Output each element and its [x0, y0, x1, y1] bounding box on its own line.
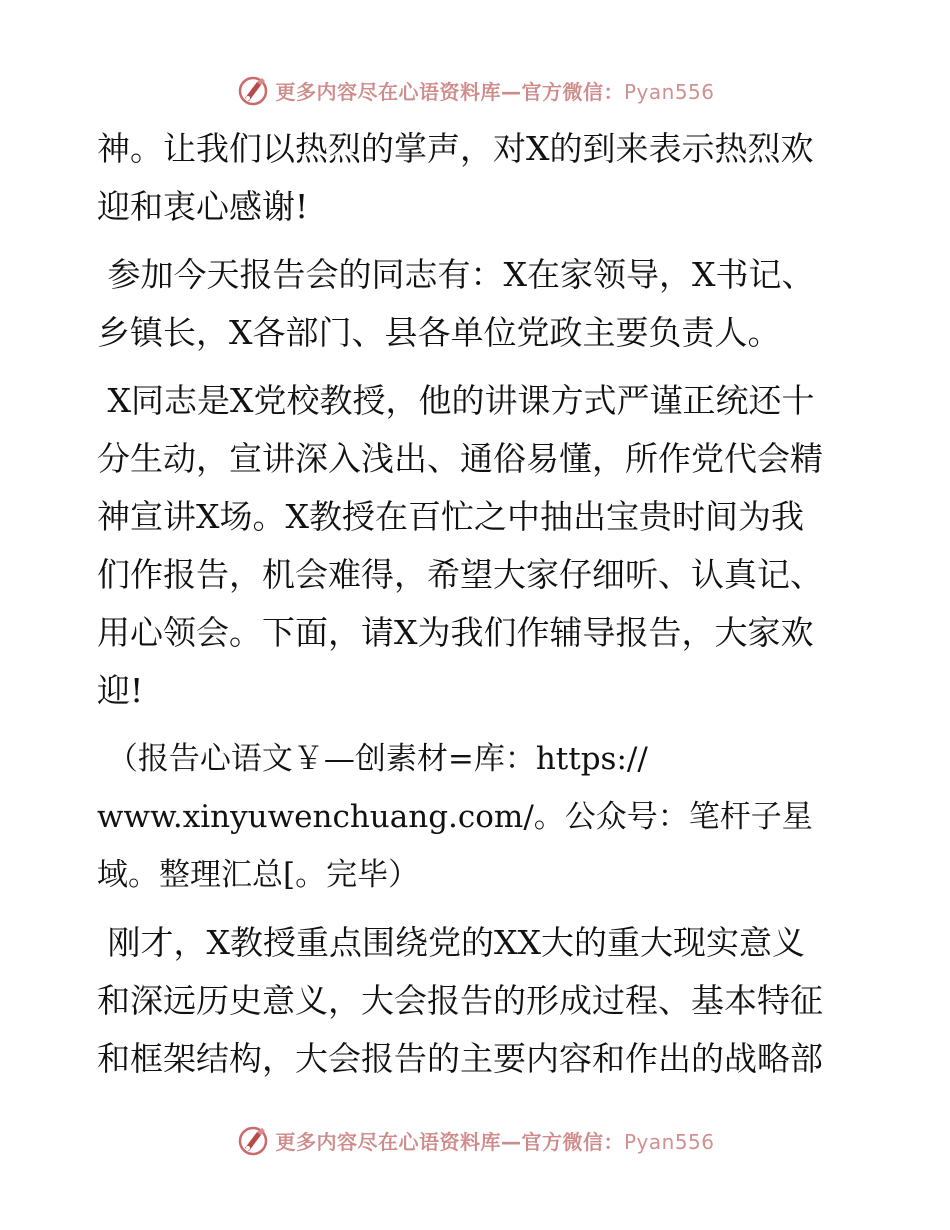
watermark-text: 更多内容尽在心语资料库—官方微信：Pyan556: [275, 1129, 715, 1154]
footer-watermark: [0, 1120, 950, 1160]
text-line: 乡镇长，X各部门、县各单位党政主要负责人。: [97, 313, 781, 352]
paragraph-welcome: [97, 120, 857, 236]
text-line: 参加今天报告会的同志有：X在家领导，X书记、: [97, 255, 815, 294]
paragraph-attendees: [97, 246, 857, 362]
watermark-text: 更多内容尽在心语资料库—官方微信：Pyan556: [275, 79, 715, 104]
header-watermark: [0, 70, 950, 110]
text-line: 和框架结构，大会报告的主要内容和作出的战略部: [97, 1039, 823, 1078]
text-line: 域。整理汇总[。完毕）: [97, 857, 420, 893]
paragraph-speaker-intro: [97, 372, 857, 720]
paragraph-summary: [97, 914, 857, 1088]
text-line: 用心领会。下面，请X为我们作辅导报告，大家欢: [97, 613, 814, 652]
text-line: 们作报告，机会难得，希望大家仔细听、认真记、: [97, 555, 823, 594]
paragraph-source-note: [97, 730, 857, 904]
source-url-line: www.xinyuwenchuang.com/。公众号：笔杆子星: [97, 799, 813, 835]
pen-nib-logo-icon: [235, 72, 271, 108]
text-line: 神宣讲X场。X教授在百忙之中抽出宝贵时间为我: [97, 497, 804, 536]
text-line: 神。让我们以热烈的掌声，对X的到来表示热烈欢: [97, 129, 814, 168]
text-line: 分生动，宣讲深入浅出、通俗易懂，所作党代会精: [97, 439, 823, 478]
document-body: [97, 120, 857, 1088]
text-line: 刚才，X教授重点围绕党的XX大的重大现实意义: [97, 923, 805, 962]
text-line: 和深远历史意义，大会报告的形成过程、基本特征: [97, 981, 823, 1020]
text-line: （报告心语文￥—创素材=库：https://: [97, 741, 648, 777]
text-line: X同志是X党校教授，他的讲课方式严谨正统还十: [97, 381, 815, 420]
text-line: 迎和衷心感谢!: [97, 187, 309, 226]
pen-nib-logo-icon: [235, 1122, 271, 1158]
text-line: 迎!: [97, 671, 144, 710]
